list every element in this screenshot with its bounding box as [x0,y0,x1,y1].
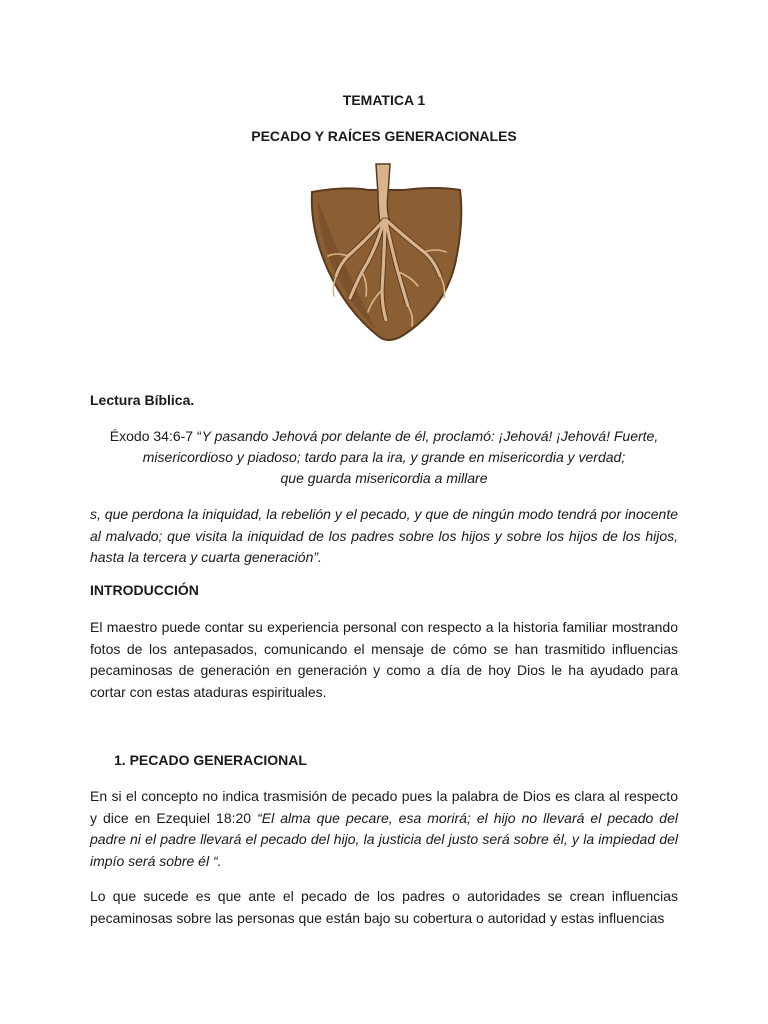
introduccion-paragraph: El maestro puede contar su experiencia personal con respecto a la historia familiar mostrando fotos de los antepasados, comunicando el mensaje de cómo se han trasmitido influencias pecaminosas de generación en generación y como a día de hoy Dios le ha ayudado para cortar con estas ataduras espirituales. [90,619,678,700]
scripture-quote-text: misericordioso y piadoso; tardo para la ira, y grande en misericordia y verdad; [142,449,626,465]
document-title: TEMATICA 1 [342,92,426,108]
tree-roots-in-soil-icon [306,160,466,342]
scripture-quote-line [90,426,678,447]
section-heading-lectura: Lectura Bíblica. [90,392,195,408]
scripture-quote-text: Y pasando Jehová por delante de él, proclamó: ¡Jehová! ¡Jehová! Fuerte, [201,428,659,444]
section-heading-introduccion: INTRODUCCIÓN [90,582,199,598]
scripture-quote-line [90,447,678,468]
scripture-quote-text: que guarda misericordia a millare [280,470,488,486]
scripture-continuation: s, que perdona la iniquidad, la rebelión y el pecado, y que de ningún modo tendrá por inocente al malvado; que visita la iniquidad de los padres sobre los hijos y sobre los hijos de los hijos, hasta la tercera y cuarta generación”. [90,506,678,565]
ezequiel-quote: “El alma que pecare, esa morirá; el hijo no llevará el pecado del padre ni el padre llevará el pecado del hijo, la justicia del justo será sobre él, y la impiedad del impío será sobre él “. [90,809,678,869]
pecado-generacional-paragraph-1 [90,786,678,872]
scripture-reference: Éxodo 34:6-7 “ [109,428,202,444]
section-heading-pecado-generacional: 1. PECADO GENERACIONAL [114,752,307,768]
document-subtitle: PECADO Y RAÍCES GENERACIONALES [251,128,517,144]
paragraph-text: En si el concepto no indica trasmisión de pecado pues la palabra de Dios es clara al respecto y dice en Ezequiel 18:20 [90,788,678,826]
pecado-generacional-paragraph-2: Lo que sucede es que ante el pecado de los padres o autoridades se crean influencias pecaminosas sobre las personas que están bajo su cobertura o autoridad y estas influencias [90,888,678,926]
scripture-quote-line [90,468,678,489]
